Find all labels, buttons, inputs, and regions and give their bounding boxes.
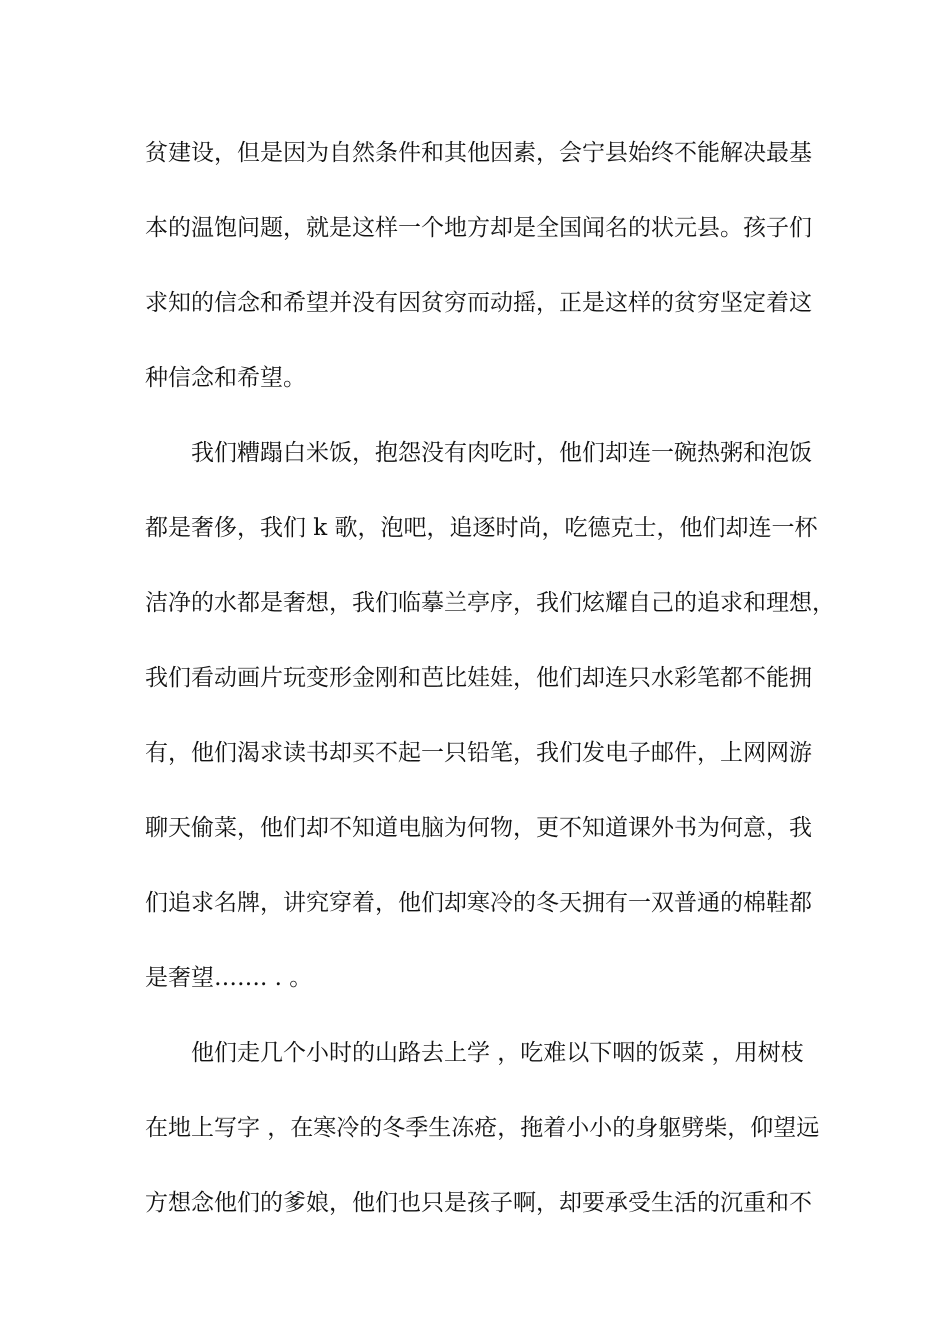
text-line: 本的温饱问题，就是这样一个地方却是全国闻名的状元县。孩子们 [145,215,812,241]
paragraph-first-line: 我们糟蹋白米饭，抱怨没有肉吃时，他们却连一碗热粥和泡饭 [191,440,812,466]
text-line: 聊天偷菜，他们却不知道电脑为何物，更不知道课外书为何意，我 [145,815,812,841]
text-line: 洁净的水都是奢想，我们临摹兰亭序，我们炫耀自己的追求和理想， [145,590,835,616]
text-line: 求知的信念和希望并没有因贫穷而动摇，正是这样的贫穷坚定着这 [145,290,812,316]
text-line: 们追求名牌，讲究穿着，他们却寒冷的冬天拥有一双普通的棉鞋都 [145,890,812,916]
text-line: 有，他们渴求读书却买不起一只铅笔，我们发电子邮件，上网网游 [145,740,812,766]
text-line: 种信念和希望。 [145,365,306,391]
text-line: 我们看动画片玩变形金刚和芭比娃娃，他们却连只水彩笔都不能拥 [145,665,812,691]
text-line: 贫建设，但是因为自然条件和其他因素，会宁县始终不能解决最基 [145,140,812,166]
text-line: 是奢望……. . 。 [145,965,313,991]
text-line: 都是奢侈，我们 k 歌，泡吧，追逐时尚，吃德克士，他们却连一杯 [145,515,818,541]
paragraph-first-line: 他们走几个小时的山路去上学 ，吃难以下咽的饭菜 ，用树枝 [191,1040,804,1066]
text-line: 方想念他们的爹娘，他们也只是孩子啊，却要承受生活的沉重和不 [145,1190,812,1216]
text-line: 在地上写字 ，在寒冷的冬季生冻疮，拖着小小的身躯劈柴，仰望远 [145,1115,820,1141]
